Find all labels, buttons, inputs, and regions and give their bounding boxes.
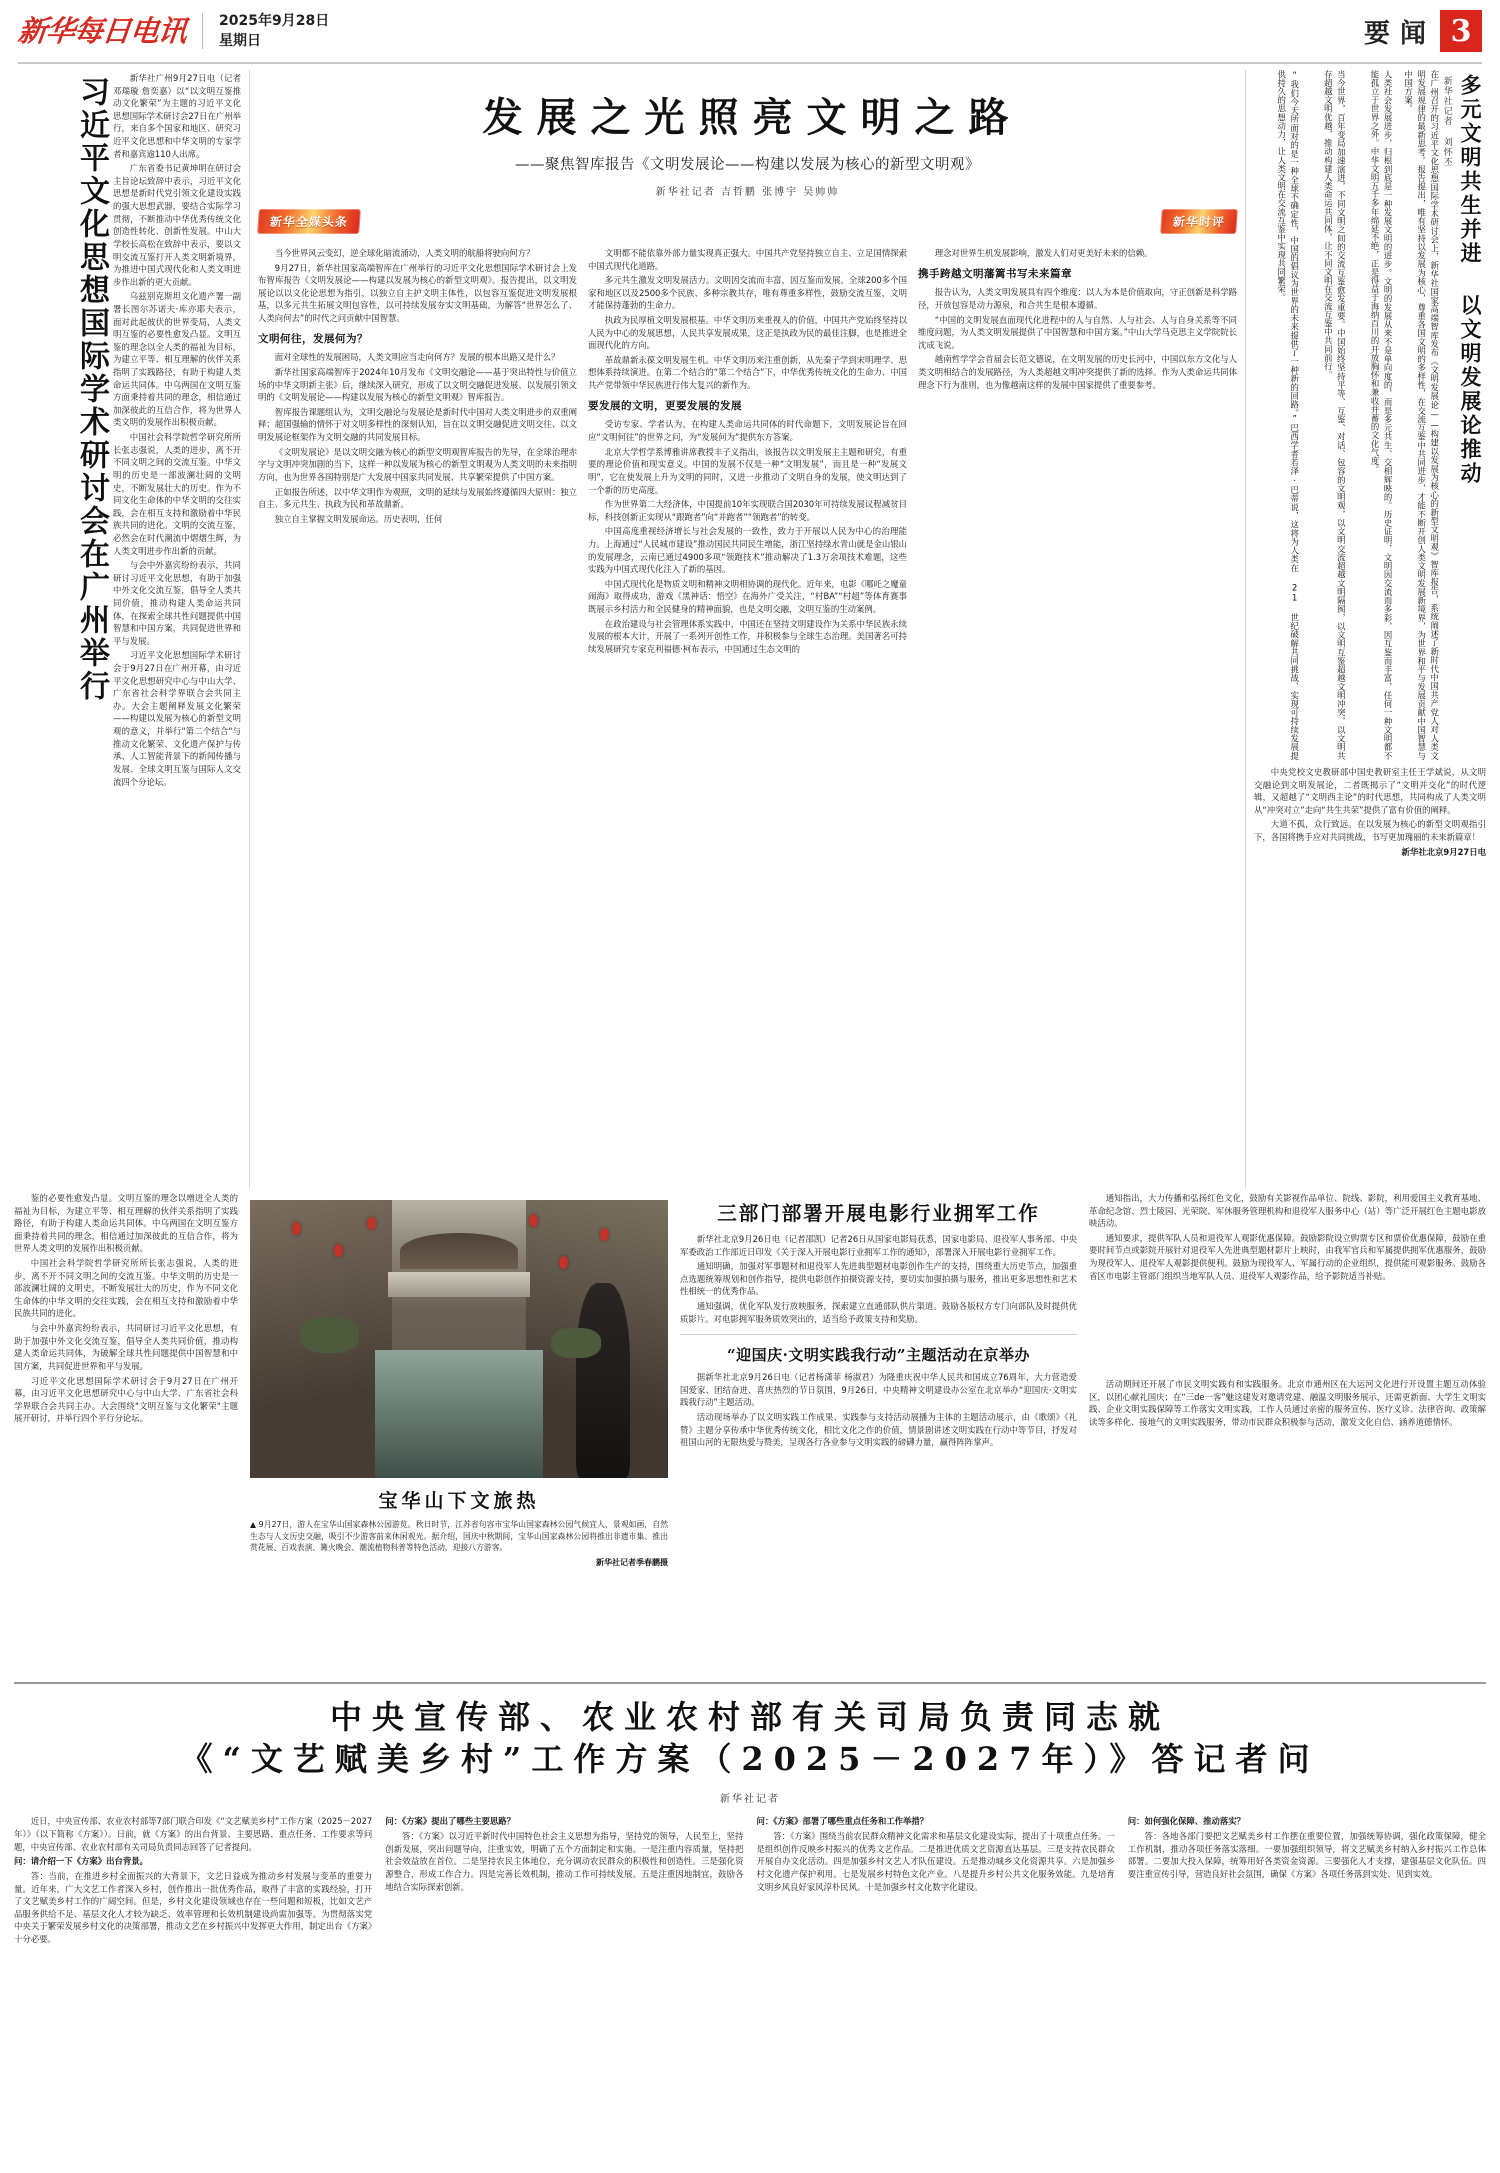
photo-block (250, 1200, 668, 1672)
lead-body: 广东省委书记黄坤明在研讨会主旨论坛致辞中表示，习近平文化思想是新时代党引领文化建设实践的强大思想武器，要结合实际学习贯彻，不断推动中华优秀传统文化创造性转化、创新性发展。中山大学校长高松在致辞中表示，要以文明交流互鉴打开人类文明新境界，为推进中国式现代化和人类文明进步作出新的更大贡献。 (113, 163, 241, 287)
lead-dateline: 新华社广州9月27日电（记者邓瑞璇 詹奕嘉）以“以文明互鉴推动文化繁荣”为主题的习近平文化思想国际学术研讨会27日在广州举行，来自多个国家和地区、研究习近平文化思想和中华文明的专家学者和嘉宾逾110人出席。 (113, 73, 241, 159)
b-q3: 问：《方案》部署了哪些重点任务和工作举措？ (756, 1816, 929, 1827)
editorial-quote-1: 中央党校文史教研部中国史教研室主任王学斌说，从文明交融论到文明发展论，二者既揭示了“文明并交化”的时代逻辑，又超越了“文明西主论”的时代思想，共同构成了人类文明从“冲突对立”走向“共生共荣”提供了富有价值的阐释。 (1254, 767, 1486, 815)
c2-p3: 执政为民厚植文明发展根基。中华文明历来重视人的价值，中国共产党始终坚持以人民为中心的发展思想，人民共享发展成果，这正是执政为民的最佳注脚，也是推进全面现代化的方向。 (588, 315, 907, 351)
article-2-title: “迎国庆·文明实践我行动”主题活动在京举办 (727, 1346, 1030, 1365)
c3-p1: 理念对世界生机发展影响，激发人们对更美好未来的信赖。 (934, 248, 1153, 258)
c3b-p1: 报告认为，人类文明发展具有四个维度：以人为本是价值取向，守正创新是科学路径，开放包容是动力源泉，和合共生是根本遵循。 (918, 287, 1237, 310)
main-headline: 发展之光照亮文明之路 (482, 94, 1023, 141)
vertical-headline: 习近平文化思想国际学术研讨会在广州举行 (74, 76, 109, 703)
bottom-col-1 (14, 1815, 372, 1947)
bottom-columns (14, 1815, 1486, 1947)
mid-left-p4: 习近平文化思想国际学术研讨会于9月27日在广州开幕，由习近平文化思想研究中心与中山大学、广东省社会科学界联合会共同主办。大会围绕"文明互鉴与文化繁荣"主题展开研讨，并举行四个平行分论坛。 (14, 1375, 238, 1424)
story-column-2 (588, 247, 907, 1188)
lead-extra-1: 乌兹别克斯坦文化遗产署一副署长图尔苏诺夫·库亦耶夫表示，面对此起彼伏的世界变局，人类文明互鉴的必要性愈发凸显。文明互鉴的理念以全人类的福祉为目标，为建立平等、相互理解的伙伴关系指明了实践路径，有助于构建人类命运共同体。中乌两国在文明互鉴方面秉持着共同的理念，相信通过加深彼此的互信合作，将为世界人类文明的发展作出积极贡献。 (113, 291, 241, 428)
badge-quanmei-toutiao: 新华全媒头条 (257, 209, 361, 234)
mid-section (14, 1192, 1486, 1672)
photo-caption: ▲ 9月27日，游人在宝华山国家森林公园游览。秋日时节，江苏省句容市宝华山国家森林公园气候宜人，景观如画，自然生态与人文历史交融，吸引不少游客前来休闲观光。据介绍，国庆中秋期间，宝华山国家森林公园将推出非遗市集、推出赏花展、百戏表演、篝火晚会、潮流植物科普等特色活动，迎接八方游客。 (250, 1520, 668, 1553)
article-1-cont (1089, 1192, 1486, 1282)
vedit-head (1454, 70, 1486, 760)
article-1-title: 三部门部署开展电影行业拥军工作 (717, 1202, 1040, 1225)
c1b-p5: 正如报告所述，以中华文明作为观照，文明的延续与发展始终遵循四大原则：独立自主、多元共生、执政为民和革故鼎新。 (258, 486, 577, 510)
photo-credit: 新华社记者季春鹏摄 (596, 1558, 668, 1568)
mid-article-col-b (1089, 1192, 1486, 1672)
editorial-body-2: 人类社会发展进步，归根到底是一种发展文明的进步。文明的发展从来不是单向度的，而是多元共生、交相辉映的。历史证明，文明因交流而多彩，因互鉴而丰富，任何一种文明都不能孤立于世界之外。中华文明五千多年绵延不绝，正是得益于海纳百川的开放胸怀和兼收并蓄的文化气度。 (1370, 70, 1394, 760)
photo-lantern (559, 1256, 568, 1269)
c1b-p1: 面对全球性的发展困局，人类文明应当走向何方？发展的根本出路又是什么？ (274, 352, 560, 363)
c2b-p5: 中国式现代化是物质文明和精神文明相协调的现代化。近年来，电影《哪吒之魔童闹海》取得成功，游戏《黑神话：悟空》在海外广受关注，“村BA”“村超”等体育赛事既展示乡村活力和全民健身的精神面貌，也是文明交融，文明互鉴的生动案例。 (588, 578, 907, 614)
editorial-quote-2: 大道不孤，众行致远。在以发展为核心的新型文明观指引下，各国将携手应对共同挑战，书写更加瑰丽的未来新篇章！ (1254, 819, 1486, 843)
masthead-right (1364, 10, 1482, 52)
c1-subhead: 文明何往，发展何为？ (258, 332, 368, 345)
c1-p1: 当今世界风云变幻，逆全球化暗流涌动，人类文明的航船将驶向何方？ (274, 248, 535, 258)
c2b-p4: 中国高度重视经济增长与社会发展的一致性，致力于开展以人民为中心的治理能力。上海通过“人民城市建设”推动国民共同民生增能，浙江坚持绿水青山就是金山银山的发展理念，云南已通过4900多项“领跑技术”推动解决了1.3万余项技术难题，这些实践为中国式现代化注入了新的基因。 (588, 526, 907, 575)
lead-extra-2: 中国社会科学院哲学研究所所长张志强说，人类的进步，离不开不同文明之间的交流互鉴。中华文明的历史是一部波澜壮阔的文明史，不断发展壮大的历史。作为不同文化生命体的中华文明的交往实践，会在相互支持和激励着中华民族共同的进化。文明的交流互鉴，必然会在时代潮流中熠熠生辉，为人类文明进步作出新的贡献。 (113, 432, 241, 556)
article-2-cont (1089, 1378, 1486, 1428)
b-a1: 答：当前，在推进乡村全面振兴的大背景下，文艺日益成为推动乡村发展与变革的重要力量。近年来，广大文艺工作者深入乡村，创作推出一批优秀作品，取得了丰富的实践经验，打开了文艺赋美乡村工作的广阔空间。但是，乡村文化建设领域也存在一些问题和短板，比如文艺产品服务供给不足、基层文化人才较为缺乏、效率管理和长效机制建设尚需加强等。为贯彻落实党中央关于繁荣发展乡村文化的决策部署，推动文艺在乡村振兴中发挥更大作用，制定出台《方案》十分必要。 (14, 1870, 373, 1944)
editorial-signoff: 新华社北京9月27日电 (1401, 846, 1486, 857)
article-2-body (680, 1371, 1077, 1449)
photo-stone-bridge (388, 1272, 530, 1297)
bottom-col-3 (757, 1815, 1115, 1947)
a1-p1: 通知明确，加强对军事题材和退役军人先进典型题材电影创作生产的支持，围绕重大历史节点，加强重点选题统筹规划和创作指导，提供电影创作拍摄资源支持，要切实加强拍摄与服务，推出更多思想性和艺术性相统一的优秀作品。 (680, 1261, 1077, 1297)
c2-subhead: 要发展的文明，更要发展的发展 (588, 399, 742, 412)
editorial-body-1: 在广州召开的习近平文化思想国际学术研讨会上，新华社国家高端智库发布《文明发展论——构建以发展为核心的新型文明观》智库报告，系统阐述了新时代中国共产党人对人类文明发展规律的最新思考。报告提出，唯有坚持以发展为核心，尊重各国文明的多样性，在交流互鉴中共同进步，才能不断开创人类文明发展新境界，为世界和平与发展贡献中国智慧与中国方案。 (1403, 70, 1440, 760)
masthead-rule (18, 62, 1482, 64)
c2b-p2: 北京大学哲学系博雅讲席教授丰子义指出，该报告以文明发展主主题和研究，有重要的理论价值和现实意义。中国的发展不仅是一种“文明发展”，而且是一种“发展文明”，它在使发展上升为文明的同时，又进一步推动了文明自身的发展，使文明达到了一个新的历史高度。 (588, 446, 907, 495)
b-q1: 问：请介绍一下《方案》出台背景。 (14, 1856, 148, 1867)
b-q2: 问：《方案》提出了哪些主要思路？ (385, 1816, 516, 1827)
feature-photo (250, 1200, 668, 1478)
photo-lantern (292, 1222, 301, 1235)
a1-lead: 新华社北京9月26日电（记者邵凯）记者26日从国家电影局获悉，国家电影局、退役军人事务部、中央军委政治工作部近日印发《关于深入开展电影行业拥军工作的通知》，部署深入开展电影行业拥军工作。 (680, 1234, 1077, 1257)
c2-p2: 多元共生激发文明发展活力。文明因交流而丰富，因互鉴而发展。全球200多个国家和地区以及2500多个民族、多种宗教共存，唯有尊重多样性，鼓励交流互鉴，文明才能保持蓬勃的生命力。 (588, 275, 907, 311)
a1-p3: 通知指出，大力传播和弘扬红色文化，鼓励有关影视作品单位、院线、影院，利用爱国主义教育基地、革命纪念馆、烈士陵园、光荣院、军休服务管理机构和退役军人服务中心（站）等广泛开展红色主题电影放映活动。 (1089, 1193, 1486, 1229)
photo-title: 宝华山下文旅热 (378, 1490, 540, 1512)
b-a2: 答：《方案》以习近平新时代中国特色社会主义思想为指导，坚持党的领导，人民至上，坚持创新发展，突出问题导向，注重实效，明确了五个方面制定和实施。一是注重内容质量，坚持把社会效益放在首位。二是坚持农民主体地位，充分调动农民群众的积极性和创造性。三是强化资源整合，形成工作合力。四是完善长效机制，推动工作可持续发展。五是注重因地制宜，鼓励各地结合实际探索创新。 (385, 1831, 744, 1892)
c3-subhead: 携手跨越文明藩篱书写未来篇章 (918, 267, 1072, 280)
main-subheadline: ——聚焦智库报告《文明发展论——构建以发展为核心的新型文明观》 (515, 157, 980, 173)
center-zone (250, 70, 1245, 1188)
mid-left-continuation (14, 1192, 238, 1672)
a1-p4: 通知要求，提供军队人员和退役军人观影优惠保障。鼓励影院设立购票专区和票价优惠保障，鼓励在重要时间节点或影院开展针对退役军人先进典型题材影片上映时，由我军官兵和军属提供拥军优惠服务，鼓励为现役军人、退役军人观影提供便利。鼓励为现役军人、军属行动的企业组织，提供能可观影服务。鼓励各省区市电影主管部门组织当地军队人员、退役军人观影作品，给予影院适当补贴。 (1089, 1232, 1486, 1281)
c1b-p6: 独立自主掌握文明发展命运。历史表明，任何 (274, 513, 443, 524)
lead-extra-3: 与会中外嘉宾纷纷表示，共同研讨习近平文化思想，有助于加强中外文化交流互鉴，倡导全人类共同价值，推动构建人类命运共同体，在探索全球共性问题提供中国智慧和中国方案，共同促进世界和平与发展。 (113, 560, 241, 646)
page-number-badge: 3 (1440, 10, 1482, 52)
b-q4: 问：如何强化保障、推动落实？ (1127, 1816, 1245, 1827)
c2-p1: 文明都不能依靠外部力量实现真正强大。中国共产党坚持独立自主、立足国情探索中国式现代化道路。 (588, 248, 907, 271)
editorial-body-4: “我们今天所面对的是一种全球不确定性，中国的倡议为世界的未来提供了一种新的回路。”巴西学者若泽·巴蒂说，这将为人类在 21 世纪破解共同挑战、实现可持续发展提供持久的思想动力，让人类文明在交流互鉴中实现共同繁荣。 (1276, 70, 1300, 760)
bottom-col-4 (1128, 1815, 1486, 1947)
a2-p1: 活动现场举办了以文明实践工作成果、实践参与支持活动展播为主体的主题活动展示，由《歌颂》《礼赞》主题分享传承中华优秀传统文化，相比文化之作的价值，情景剧讲述文明实践在行动中等节目，抒发对祖国山河的无限热爱与赞美，呈现各行各业参与文明实践的磅礴力量，赢得阵阵掌声。 (680, 1412, 1077, 1448)
editorial-byline: 新华社记者 刘怀丕 (1441, 76, 1452, 167)
bottom-col-2 (385, 1815, 743, 1947)
c3b-p3: 越南哲学学会首届会长范文德说，在文明发展的历史长河中，中国以东方文化与人类文明相结合的发展路径，为人类超越文明冲突提供了新的选择。作为人类命运共同体理念下行为准则，也为像越南这样的发展中国家提供了重要参考。 (918, 354, 1237, 390)
a1-p2: 通知强调，优化军队发行放映服务，探索建立直通部队供片渠道。鼓励各版权方专门向部队及时提供优质影片。对电影拥军服务质效突出的，适当给予政策支持和奖励。 (680, 1301, 1077, 1324)
photo-lantern (334, 1244, 343, 1257)
b-intro: 近日，中央宣传部、农业农村部等7部门联合印发《“文艺赋美乡村”工作方案（2025－2027年）》（以下简称《方案》）。日前，就《方案》的出台背景、主要思路、重点任务、工作要求等问题，中央宣传部、农业农村部有关司局负责同志回答了记者提问。 (14, 1816, 373, 1852)
a2-lead: 据新华社北京9月26日电（记者杨潇菲 杨淑君）为隆重庆祝中华人民共和国成立76周年，大力营造爱国爱家、团结奋进、喜庆热烈的节日氛围，9月26日，中央精神文明建设办公室在北京举办“迎国庆·文明实践我行动”主题活动。 (680, 1372, 1077, 1408)
publication-date: 2025年9月28日 (219, 12, 330, 29)
editorial-title: 多元文明共生并进 以文明发展论推动 (1458, 74, 1483, 486)
photo-temple-roof (400, 1233, 517, 1269)
c2-p4: 革故鼎新永葆文明发展生机。中华文明历来注重创新，从先秦子学到宋明理学、思想体系持续演进。在第二个结合的“第二个结合”下，中华优秀传统文化的生命力、中国共产党带领中华民族进行伟大复兴的新作为。 (588, 354, 907, 391)
mid-left-p1: 鉴的必要性愈发凸显。文明互鉴的理念以增进全人类的福祉为目标，为建立平等、相互理解的伙伴关系指明了实践路径，有助于构建人类命运共同体。中乌两国在文明互鉴方面秉持着共同的理念，相信通过加深彼此的互信合作，将为世界人类文明的发展作出积极贡献。 (14, 1193, 238, 1254)
bottom-section (14, 1682, 1486, 1948)
editorial-body-3: 当今世界，百年变局加速演进，不同文明之间的交流互鉴愈发重要。中国始终坚持平等、互鉴、对话、包容的文明观，以文明交流超越文明隔阂，以文明互鉴超越文明冲突，以文明共存超越文明优越，推动构建人类命运共同体，让不同文明在交流互鉴中共同前行。 (1323, 70, 1347, 760)
c2b-p1: 受访专家、学者认为，在构建人类命运共同体的时代命题下，文明发展论旨在回应“文明何往”的世界之问，为“发展何为”提供东方答案。 (588, 419, 907, 443)
c2b-p6: 在政治建设与社会管理体系实践中，中国还在坚持文明建设作为关系中华民族永续发展的根本大计，开展了一系列开创性工作，并积极参与全球生态治理。美国著名可持续发展研究专家克利福德·柯布表示，中国通过生态文明的 (588, 618, 907, 654)
photo-water-stream (375, 1350, 542, 1478)
masthead-date-block (219, 11, 329, 52)
photo-foliage (300, 1317, 359, 1353)
lead-extra-4: 习近平文化思想国际学术研讨会于9月27日在广州开幕，由习近平文化思想研究中心与中山大学、广东省社会科学界联合会共同主办。大会主题阐释发展文化繁荣——构建以发展为核心的新型文明观的意义，并举行"第二个结合"与推动文化繁荣、文化遗产保护与传承、人工智能背景下的新闻传播与发展、全球文明互鉴与国际人文交流四个分论坛。 (113, 650, 241, 787)
mid-article-col-a (680, 1192, 1077, 1672)
c2b-p3: 作为世界第二大经济体，中国提前10年实现联合国2030年可持续发展议程减贫目标，科技创新正实现从“跟跑者”向“并跑者”“领跑者”的转变。 (588, 499, 907, 522)
publication-weekday: 星期日 (219, 33, 262, 49)
photo-visitor-silhouette (576, 1283, 630, 1478)
masthead (14, 0, 1486, 62)
mid-left-p3: 与会中外嘉宾纷纷表示，共同研讨习近平文化思想，有助于加强中外文化交流互鉴，倡导全人类共同价值，推动构建人类命运共同体，为破解全球共性问题提供中国智慧和中国方案，共同促进世界和平与发展。 (14, 1323, 238, 1371)
newspaper-logo: 新华每日电讯 (16, 13, 188, 48)
badge-shiping: 新华时评 (1160, 209, 1238, 234)
top-section (14, 70, 1486, 1188)
story-column-1 (258, 247, 577, 1188)
photo-foliage (551, 1328, 601, 1359)
b-a3: 答：《方案》围绕当前农民群众精神文化需求和基层文化建设实际，提出了十项重点任务。一是组织创作反映乡村振兴的优秀文艺作品。二是推进优质文艺资源直达基层。三是支持农民群众开展自办文化活动。四是加强乡村文艺人才队伍建设。五是推动城乡文化资源共享。六是加强乡村文化遗产保护利用。七是发展乡村特色文化产业。八是提升乡村公共文化服务效能。九是培育文明乡风良好家风淳朴民风。十是加强乡村文化数字化建设。 (756, 1831, 1115, 1892)
main-byline: 新华社记者 吉哲鹏 张博宇 吴帅帅 (655, 187, 840, 198)
mid-right-articles (680, 1192, 1486, 1672)
c1-p2: 9月27日，新华社国家高端智库在广州举行的习近平文化思想国际学术研讨会上发布智库报告《文明发展论——构建以发展为核心的新型文明观》。报告提出，以文明发展论以以文化论思想为指引，以独立自主护文明主体性，以包容互鉴促进文明发展根基，以多元共生拓展文明包容性，以可持续发展夯实文明基础，为解答“世界怎么了、人类向何去”的时代之问贡献中国智慧。 (258, 262, 577, 324)
divider (680, 1334, 1077, 1335)
three-column-body (258, 247, 1237, 1188)
c3b-p2: “中国的文明发展直面现代化进程中的人与自然、人与社会、人与自身关系等不同维度问题，为人类文明发展提供了中国智慧和中国方案。”中山大学马克思主义学院院长沈成飞说。 (918, 314, 1237, 350)
editorial-tail (1254, 766, 1486, 858)
c1b-p2: 新华社国家高端智库于2024年10月发布《文明交融论——基于突出特性与价值立场的中华文明新主张》后，继续深入研究，形成了以文明交融促进发展、以发展引领文明的《文明发展论——构建以发展为核心的新型文明观》智库报告。 (258, 367, 577, 403)
lead-column (109, 70, 250, 1188)
photo-lantern (367, 1217, 376, 1230)
bottom-title-line1: 中央宣传部、农业农村部有关司局负责同志就 (329, 1698, 1170, 1736)
right-editorial-zone (1245, 70, 1486, 1188)
bottom-byline: 新华社记者 (720, 1794, 780, 1806)
bottom-title-line2: 《“文艺赋美乡村”工作方案（2025－2027年）》答记者问 (180, 1740, 1320, 1779)
c1b-p3: 智库报告课题组认为，文明交融论与发展论是新时代中国对人类文明进步的双重阐释；超国强输的情怀于对文明多样性的深刻认知，旨在以文明交融促进文明交往、以文明发展论框架作为文明交融的共同发展目标。 (258, 406, 577, 443)
story-column-3 (918, 247, 1237, 1188)
c1b-p4: 《文明发展论》是以文明交融为核心的新型文明观智库报告的先导，在全球治理赤字与文明冲突加剧的当下，这样一种以发展为核心的新型文明观为人类文明的未来指明方向，也为世界各国特别是广大发展中国家共同发展、共享繁荣提供了中国方案。 (258, 446, 577, 482)
vertical-editorial (1254, 70, 1486, 760)
article-1-body (680, 1233, 1077, 1325)
a2-p2: 活动期间还开展了市民文明实践有和实践服务。北京市通州区在大运河文化进行开设置主题互动体验区，以团心献礼国庆；在“三de一客”魅这建发对邀请党建、融温文明服务展示，还需更新面、大学生文明实践、企业文明实践保障等工作落实文明实践，工作人员通过亲密的服务宣传、医疗义诊、法律咨询、政策解读等多样化、接地气的文明实践服务，带动市民群众积极参与活动，激发文化自信、涵养道德情怀。 (1089, 1379, 1486, 1428)
mid-left-p2: 中国社会科学院哲学研究所所长张志强说，人类的进步，离不开不同文明之间的交流互鉴。中华文明的历史是一部波澜壮阔的文明史，不断发展壮大的历史，作为不同文化生命体的中华文明的交往实践，会在相互支持和激励着中华民族共同的进化。 (14, 1258, 238, 1319)
section-name: 要闻 (1363, 18, 1436, 49)
masthead-divider (202, 13, 203, 49)
b-a4: 答：各地各部门要把文艺赋美乡村工作摆在重要位置，加强统筹协调，强化政策保障，健全工作机制，推动各项任务落实落细。一要加强组织领导，将文艺赋美乡村纳入乡村振兴工作总体部署。二要加大投入保障，统筹用好各类资金资源。三要强化人才支撑，建强基层文化队伍。四要注重宣传引导，营造良好社会氛围，确保《方案》各项任务落到实处、见到实效。 (1127, 1831, 1486, 1879)
